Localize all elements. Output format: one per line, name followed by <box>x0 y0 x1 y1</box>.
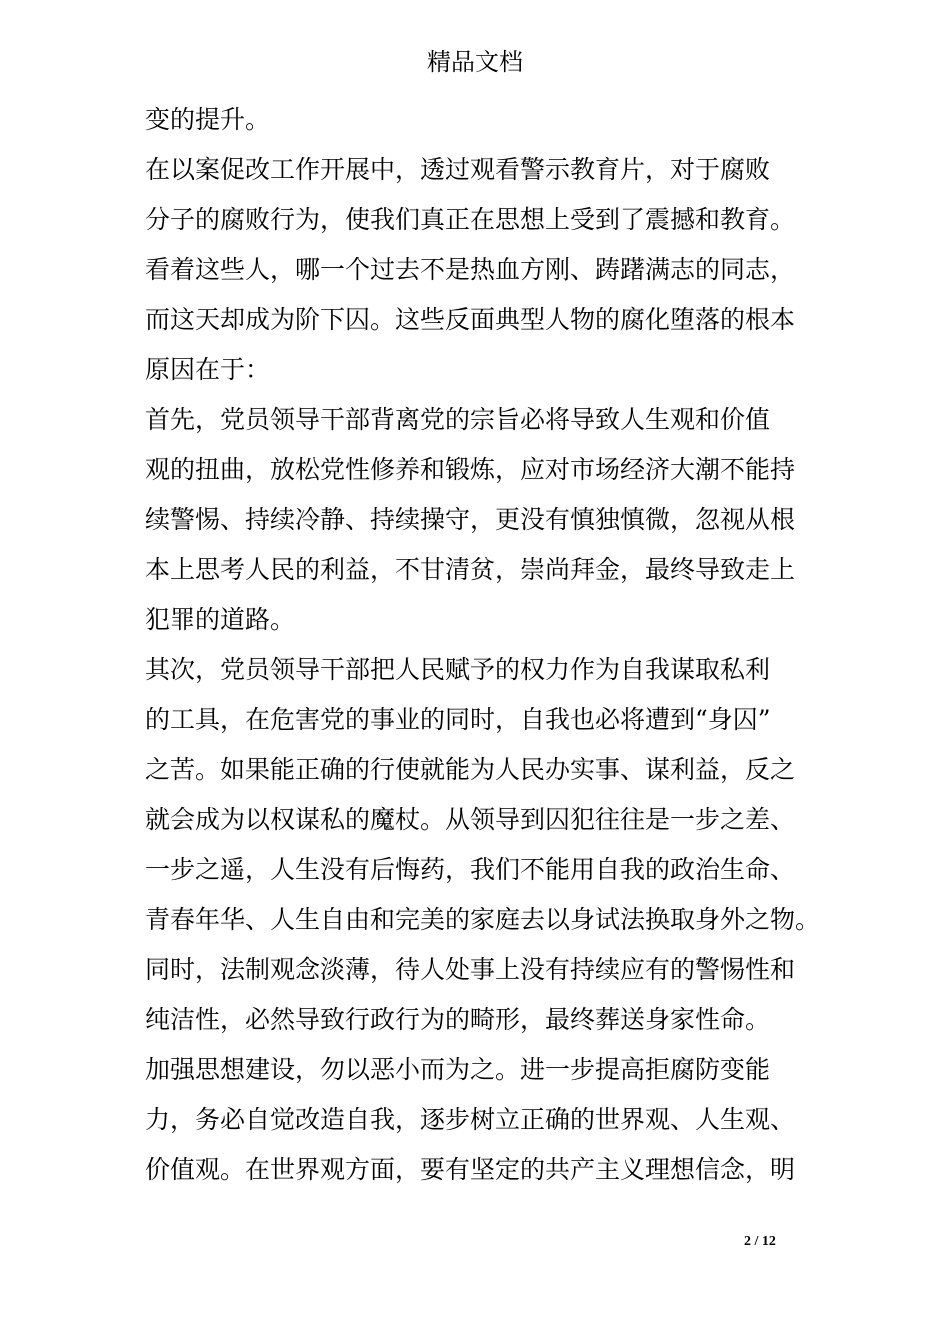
text-line: 之苦。如果能正确的行使就能为人民办实事、谋利益，反之 <box>145 755 796 784</box>
text-line: 原因在于： <box>145 355 271 384</box>
text-line: 的工具，在危害党的事业的同时，自我也必将遭到“身囚” <box>145 705 771 734</box>
document-header-title: 精品文档 <box>427 48 523 76</box>
text-line: 本上思考人民的利益，不甘清贫，崇尚拜金，最终导致走上 <box>145 555 796 584</box>
text-line: 犯罪的道路。 <box>145 605 296 634</box>
text-line: 而这天却成为阶下囚。这些反面典型人物的腐化堕落的根本 <box>145 305 796 334</box>
text-line: 同时，法制观念淡薄，待人处事上没有持续应有的警惕性和 <box>145 955 796 984</box>
text-line: 纯洁性，必然导致行政行为的畸形，最终葬送身家性命。 <box>145 1005 771 1034</box>
text-line: 力，务必自觉改造自我，逐步树立正确的世界观、人生观、 <box>145 1105 796 1134</box>
text-line: 分子的腐败行为，使我们真正在思想上受到了震撼和教育。 <box>145 205 796 234</box>
document-body <box>145 98 845 1198</box>
text-line: 其次，党员领导干部把人民赋予的权力作为自我谋取私利 <box>145 655 771 684</box>
text-line: 观的扭曲，放松党性修养和锻炼，应对市场经济大潮不能持 <box>145 455 796 484</box>
text-line: 首先，党员领导干部背离党的宗旨必将导致人生观和价值 <box>145 405 771 434</box>
text-line: 变的提升。 <box>145 105 271 134</box>
text-line: 一步之遥，人生没有后悔药，我们不能用自我的政治生命、 <box>145 855 796 884</box>
page-number: 2 / 12 <box>744 1234 776 1249</box>
text-line: 在以案促改工作开展中，透过观看警示教育片，对于腐败 <box>145 155 771 184</box>
text-line: 就会成为以权谋私的魔杖。从领导到囚犯往往是一步之差、 <box>145 805 796 834</box>
text-line: 看着这些人，哪一个过去不是热血方刚、踌躇满志的同志， <box>145 255 796 284</box>
text-line: 加强思想建设，勿以恶小而为之。进一步提高拒腐防变能 <box>145 1055 771 1084</box>
text-line: 青春年华、人生自由和完美的家庭去以身试法换取身外之物。 <box>145 905 821 934</box>
text-line: 续警惕、持续冷静、持续操守，更没有慎独慎微，忽视从根 <box>145 505 796 534</box>
text-line: 价值观。在世界观方面，要有坚定的共产主义理想信念，明 <box>145 1155 796 1184</box>
